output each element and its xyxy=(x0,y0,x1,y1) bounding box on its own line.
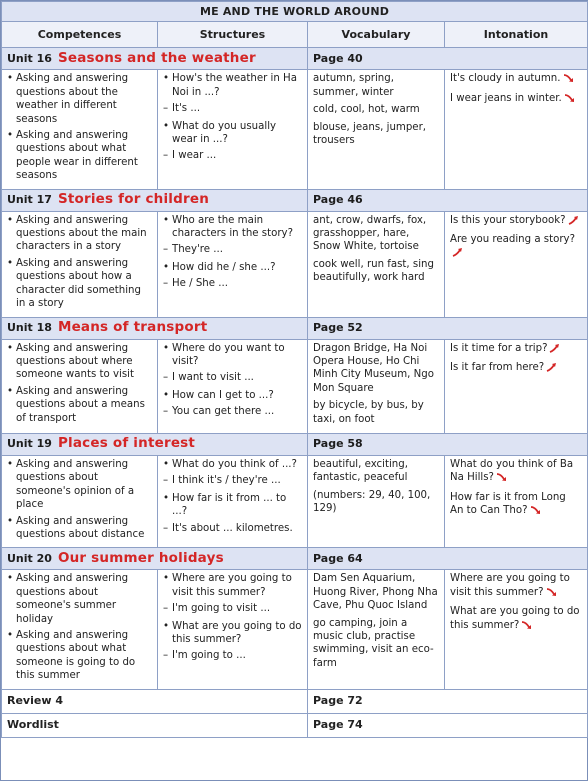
vocabulary-cell xyxy=(308,70,445,189)
vocabulary-cell xyxy=(308,455,445,547)
structure-question: • Where are you going to visit this summer? xyxy=(163,572,302,599)
vocabulary-group: cook well, run fast, sing beautifully, work hard xyxy=(313,258,434,284)
intonation-text: It's cloudy in autumn. xyxy=(450,73,561,85)
falling-intonation-arrow-icon xyxy=(521,620,533,630)
vocabulary-group: go camping, join a music club, practise swimming, visit an eco-farm xyxy=(313,617,434,669)
structure-question: • How's the weather in Ha Noi in ...? xyxy=(163,72,302,99)
competences-cell xyxy=(2,455,158,547)
title-row xyxy=(2,2,588,22)
header-competences: Competences xyxy=(2,22,158,48)
competence-item: • Asking and answering questions about what people wear in different seasons xyxy=(7,129,152,183)
unit-title: Stories for children xyxy=(57,190,210,207)
unit-heading xyxy=(2,317,308,339)
unit-label: Unit 17 xyxy=(7,192,52,206)
header-intonation: Intonation xyxy=(445,22,588,48)
falling-intonation-arrow-icon xyxy=(530,505,542,515)
vocabulary-cell xyxy=(308,339,445,433)
structures-cell xyxy=(158,211,308,317)
falling-intonation-arrow-icon xyxy=(546,587,558,597)
competence-item: • Asking and answering questions about a means of transport xyxy=(7,385,152,425)
structure-answer: – It's about ... kilometres. xyxy=(163,522,302,535)
unit-header-row xyxy=(2,189,588,211)
structures-cell xyxy=(158,339,308,433)
intonation-example xyxy=(450,605,582,632)
intonation-example xyxy=(450,361,582,374)
intonation-example xyxy=(450,72,582,85)
footer-page: Page 74 xyxy=(308,713,588,737)
unit-page: Page 64 xyxy=(313,551,363,565)
intonation-text: Is it far from here? xyxy=(450,361,545,373)
vocabulary-group: autumn, spring, summer, winter xyxy=(313,73,394,98)
unit-label: Unit 16 xyxy=(7,51,52,65)
header-structures: Structures xyxy=(158,22,308,48)
unit-content-row xyxy=(2,339,588,433)
intonation-text: Where are you going to visit this summer? xyxy=(450,573,570,598)
unit-label: Unit 20 xyxy=(7,551,52,565)
competence-item: • Asking and answering questions about where someone wants to visit xyxy=(7,342,152,382)
falling-intonation-arrow-icon xyxy=(563,73,575,83)
intonation-example xyxy=(450,491,582,518)
intonation-example xyxy=(450,214,582,227)
structure-question: • Where do you want to visit? xyxy=(163,342,302,369)
competences-cell xyxy=(2,339,158,433)
intonation-example xyxy=(450,342,582,355)
syllabus-table xyxy=(1,1,588,738)
unit-header-row xyxy=(2,48,588,70)
intonation-text: Is it time for a trip? xyxy=(450,342,548,354)
structure-question: • What do you think of ...? xyxy=(163,458,302,471)
structure-question: • How far is it from ... to ...? xyxy=(163,492,302,519)
intonation-example xyxy=(450,92,582,105)
unit-title: Our summer holidays xyxy=(57,549,224,566)
footer-label: Wordlist xyxy=(2,713,308,737)
unit-page-cell xyxy=(308,317,588,339)
unit-page: Page 40 xyxy=(313,51,363,65)
header-vocabulary: Vocabulary xyxy=(308,22,445,48)
unit-heading xyxy=(2,433,308,455)
rising-intonation-arrow-icon xyxy=(568,215,580,225)
unit-label: Unit 18 xyxy=(7,320,52,334)
unit-page-cell xyxy=(308,433,588,455)
unit-page: Page 46 xyxy=(313,192,363,206)
unit-label: Unit 19 xyxy=(7,437,52,451)
unit-page-cell xyxy=(308,548,588,570)
rising-intonation-arrow-icon xyxy=(452,247,464,257)
unit-content-row xyxy=(2,570,588,689)
structure-answer: – I think it's / they're ... xyxy=(163,474,302,487)
competence-item: • Asking and answering questions about distance xyxy=(7,515,152,542)
intonation-text: What do you think of Ba Na Hills? xyxy=(450,458,574,484)
unit-header-row xyxy=(2,317,588,339)
unit-page: Page 58 xyxy=(313,437,363,451)
structures-cell xyxy=(158,455,308,547)
intonation-cell xyxy=(445,570,588,689)
vocabulary-cell xyxy=(308,211,445,317)
competence-item: • Asking and answering questions about someone's summer holiday xyxy=(7,572,152,626)
intonation-text: What are you going to do this summer? xyxy=(450,606,580,631)
footer-label: Review 4 xyxy=(2,689,308,713)
competences-cell xyxy=(2,570,158,689)
intonation-example xyxy=(450,572,582,599)
unit-heading xyxy=(2,189,308,211)
competences-cell xyxy=(2,70,158,189)
unit-title: Means of transport xyxy=(57,318,208,335)
structure-answer: – You can get there ... xyxy=(163,405,302,418)
footer-row xyxy=(2,713,588,737)
unit-page: Page 52 xyxy=(313,320,363,334)
vocabulary-group: cold, cool, hot, warm xyxy=(313,104,420,116)
structure-answer: – He / She ... xyxy=(163,277,302,290)
vocabulary-group: beautiful, exciting, fantastic, peaceful xyxy=(313,458,408,484)
intonation-cell xyxy=(445,70,588,189)
vocabulary-group: by bicycle, by bus, by taxi, on foot xyxy=(313,400,424,425)
intonation-text: I wear jeans in winter. xyxy=(450,92,562,104)
structures-cell xyxy=(158,570,308,689)
falling-intonation-arrow-icon xyxy=(564,93,576,103)
intonation-cell xyxy=(445,339,588,433)
intonation-text: Is this your storybook? xyxy=(450,214,566,226)
unit-heading xyxy=(2,48,308,70)
unit-page-cell xyxy=(308,48,588,70)
structure-question: • Who are the main characters in the story? xyxy=(163,214,302,241)
footer-page: Page 72 xyxy=(308,689,588,713)
intonation-cell xyxy=(445,211,588,317)
structure-answer: – I'm going to ... xyxy=(163,649,302,662)
competence-item: • Asking and answering questions about the weather in different seasons xyxy=(7,72,152,126)
unit-title: Places of interest xyxy=(57,435,196,452)
rising-intonation-arrow-icon xyxy=(546,362,558,372)
unit-header-row xyxy=(2,433,588,455)
structure-answer: – I'm going to visit ... xyxy=(163,602,302,615)
intonation-example xyxy=(450,233,582,260)
vocabulary-group: (numbers: 29, 40, 100, 129) xyxy=(313,489,431,515)
vocabulary-group: Dam Sen Aquarium, Huong River, Phong Nha Cave, Phu Quoc Island xyxy=(313,573,438,612)
structure-question: • How did he / she ...? xyxy=(163,261,302,274)
structure-answer: – I want to visit ... xyxy=(163,371,302,384)
intonation-example xyxy=(450,458,582,485)
vocabulary-group: ant, crow, dwarfs, fox, grasshopper, hare, Snow White, tortoise xyxy=(313,214,427,253)
structure-question: • How can I get to ...? xyxy=(163,389,302,402)
structure-answer: – I wear ... xyxy=(163,149,302,162)
competence-item: • Asking and answering questions about someone's opinion of a place xyxy=(7,458,152,512)
unit-heading xyxy=(2,548,308,570)
header-row xyxy=(2,22,588,48)
structures-cell xyxy=(158,70,308,189)
competence-item: • Asking and answering questions about how a character did something in a story xyxy=(7,257,152,311)
falling-intonation-arrow-icon xyxy=(496,472,508,482)
intonation-text: How far is it from Long An to Can Tho? xyxy=(450,491,566,517)
vocabulary-group: blouse, jeans, jumper, trousers xyxy=(313,121,426,147)
unit-content-row xyxy=(2,455,588,547)
structure-question: • What are you going to do this summer? xyxy=(163,620,302,647)
unit-page-cell xyxy=(308,189,588,211)
structure-question: • What do you usually wear in ...? xyxy=(163,120,302,147)
unit-title: Seasons and the weather xyxy=(57,49,256,66)
unit-header-row xyxy=(2,548,588,570)
intonation-text: Are you reading a story? xyxy=(450,234,575,246)
rising-intonation-arrow-icon xyxy=(549,343,561,353)
competences-cell xyxy=(2,211,158,317)
vocabulary-cell xyxy=(308,570,445,689)
footer-row xyxy=(2,689,588,713)
unit-content-row xyxy=(2,70,588,189)
competence-item: • Asking and answering questions about what someone is going to do this summer xyxy=(7,629,152,683)
intonation-cell xyxy=(445,455,588,547)
structure-answer: – It's ... xyxy=(163,102,302,115)
vocabulary-group: Dragon Bridge, Ha Noi Opera House, Ho Chi Minh City Museum, Ngo Mon Square xyxy=(313,342,434,394)
unit-content-row xyxy=(2,211,588,317)
table-title: ME AND THE WORLD AROUND xyxy=(2,2,588,22)
structure-answer: – They're ... xyxy=(163,243,302,256)
competence-item: • Asking and answering questions about the main characters in a story xyxy=(7,214,152,254)
